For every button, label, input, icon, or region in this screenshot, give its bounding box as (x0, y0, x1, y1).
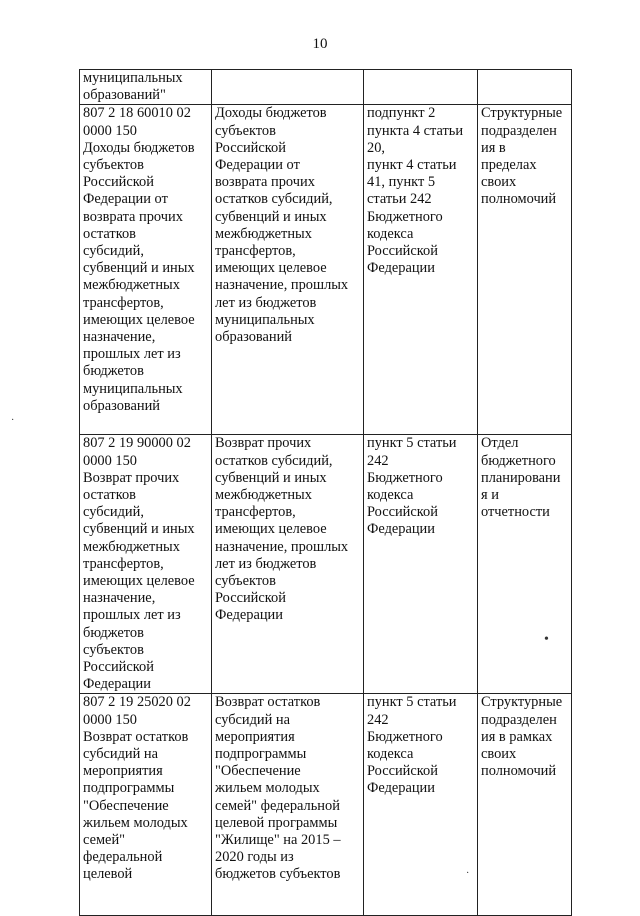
cell-line: субъектов (215, 573, 276, 590)
cell-line: назначение, прошлых (215, 277, 349, 294)
cell-line: трансфертов, (215, 243, 296, 260)
legal-basis-cell (364, 70, 478, 105)
cell-line: 242 (367, 452, 389, 469)
cell-line: субвенций и иных (83, 260, 195, 277)
cell-line: Доходы бюджетов (83, 139, 195, 156)
cell-line: бюджетов (83, 363, 144, 380)
table-row (80, 694, 572, 916)
cell-line: субсидий, (83, 504, 144, 521)
cell-line: образований (215, 329, 292, 346)
cell-line: межбюджетных (215, 487, 312, 504)
cell-line: имеющих целевое (215, 521, 327, 538)
table-row (80, 435, 572, 694)
cell-line: межбюджетных (83, 277, 180, 294)
cell-line: субвенций и иных (83, 521, 195, 538)
cell-line: субъектов (215, 122, 276, 139)
cell-line: прошлых лет из (83, 346, 181, 363)
cell-line: подпрограммы (83, 780, 175, 797)
cell-line: межбюджетных (83, 538, 180, 555)
cell-line: Федерации (367, 521, 435, 538)
revenue-name-cell (212, 435, 364, 694)
cell-line: 0000 150 (83, 452, 137, 469)
cell-line: муниципальных (83, 70, 183, 86)
cell-line: ия в (481, 139, 506, 156)
cell-line: Возврат прочих (83, 469, 180, 486)
cell-line: целевой (83, 866, 133, 883)
cell-line: трансфертов, (215, 504, 296, 521)
legal-basis-cell (364, 435, 478, 694)
cell-line: назначение, прошлых (215, 538, 349, 555)
administrator-cell (478, 105, 572, 435)
cell-line: субъектов (83, 157, 144, 174)
cell-line: Федерации (215, 607, 283, 624)
legal-basis-cell (364, 694, 478, 916)
cell-line: федеральной (83, 849, 163, 866)
cell-line: назначение, (83, 329, 156, 346)
page-number: 10 (312, 36, 328, 52)
cell-line: остатков (83, 487, 136, 504)
cell-line: 807 2 19 90000 02 (83, 435, 191, 452)
cell-line: кодекса (367, 487, 414, 504)
cell-line: Российской (367, 763, 438, 780)
cell-line: Российской (83, 659, 154, 676)
cell-line: полномочий (481, 191, 557, 208)
cell-line: назначение, (83, 590, 156, 607)
cell-line: кодекса (367, 746, 414, 763)
code-description-cell (80, 694, 212, 916)
cell-line: остатков (83, 225, 136, 242)
cell-line: имеющих целевое (215, 260, 327, 277)
cell-line: лет из бюджетов (215, 294, 317, 311)
cell-line: 0000 150 (83, 122, 137, 139)
cell-line: своих (481, 174, 517, 191)
cell-line: Российской (83, 174, 154, 191)
cell-line: 20, (367, 139, 385, 156)
cell-line: остатков субсидий, (215, 452, 333, 469)
cell-line: трансфертов, (83, 294, 164, 311)
code-description-cell (80, 70, 212, 105)
cell-line: пункт 5 статьи (367, 694, 457, 711)
cell-line: трансфертов, (83, 555, 164, 572)
cell-line: "Обеспечение (215, 763, 301, 780)
cell-line: подпункт 2 (367, 105, 436, 122)
revenue-name-cell (212, 105, 364, 435)
cell-line: жильем молодых (215, 780, 320, 797)
cell-line: Российской (215, 590, 286, 607)
cell-line: своих (481, 746, 517, 763)
cell-line: имеющих целевое (83, 573, 195, 590)
cell-line: целевой программы (215, 814, 338, 831)
cell-line: Федерации (367, 260, 435, 277)
cell-line: субсидий на (215, 711, 291, 728)
cell-line: Российской (367, 504, 438, 521)
cell-line: муниципальных (215, 311, 315, 328)
cell-line: субсидий на (83, 746, 159, 763)
administrator-cell (478, 694, 572, 916)
cell-line: планировани (481, 469, 561, 486)
cell-line: Бюджетного (367, 469, 443, 486)
cell-line: я и (481, 487, 499, 504)
cell-line: Доходы бюджетов (215, 105, 327, 122)
revenue-name-cell (212, 694, 364, 916)
cell-line: возврата прочих (83, 208, 183, 225)
cell-line: подразделен (481, 122, 557, 139)
scan-dot: • (544, 632, 549, 647)
cell-line: Структурные (481, 105, 563, 122)
administrator-cell (478, 70, 572, 105)
cell-line: Федерации (367, 780, 435, 797)
cell-line: семей" федеральной (215, 797, 340, 814)
cell-line: субвенций и иных (215, 208, 327, 225)
cell-line: бюджетного (481, 452, 556, 469)
cell-line: муниципальных (83, 380, 183, 397)
cell-line: мероприятия (83, 763, 163, 780)
revenue-name-cell (212, 70, 364, 105)
cell-line: отчетности (481, 504, 550, 521)
legal-basis-cell (364, 105, 478, 435)
cell-line: Возврат прочих (215, 435, 312, 452)
cell-line: остатков субсидий, (215, 191, 333, 208)
cell-line: Российской (367, 243, 438, 260)
cell-line: Отдел (481, 435, 519, 452)
cell-line: Возврат остатков (215, 694, 321, 711)
cell-line: 41, пункт 5 (367, 174, 436, 191)
cell-line: лет из бюджетов (215, 555, 317, 572)
cell-line: Федерации от (215, 157, 300, 174)
cell-line: субвенций и иных (215, 469, 327, 486)
cell-line: пункт 5 статьи (367, 435, 457, 452)
table-row (80, 105, 572, 435)
cell-line: ия в рамках (481, 728, 553, 745)
cell-line: Российской (215, 139, 286, 156)
cell-line: субсидий, (83, 243, 144, 260)
cell-line: кодекса (367, 225, 414, 242)
cell-line: Возврат остатков (83, 728, 189, 745)
cell-line: полномочий (481, 763, 557, 780)
cell-line: межбюджетных (215, 225, 312, 242)
cell-line: семей" (83, 832, 126, 849)
cell-line: 807 2 19 25020 02 (83, 694, 191, 711)
cell-line: Бюджетного (367, 208, 443, 225)
cell-line: образований" (83, 87, 166, 104)
cell-line: имеющих целевое (83, 311, 195, 328)
cell-line: "Обеспечение (83, 797, 169, 814)
code-description-cell (80, 435, 212, 694)
income-codes-table (79, 69, 572, 916)
cell-line: подразделен (481, 711, 557, 728)
cell-line: субъектов (83, 641, 144, 658)
table-row (80, 70, 572, 105)
cell-line: 807 2 18 60010 02 (83, 105, 191, 122)
administrator-cell (478, 435, 572, 694)
cell-line: жильем молодых (83, 814, 188, 831)
cell-line: статьи 242 (367, 191, 432, 208)
cell-line: прошлых лет из (83, 607, 181, 624)
cell-line: мероприятия (215, 728, 295, 745)
cell-line: пункт 4 статьи (367, 157, 457, 174)
cell-line: образований (83, 397, 160, 414)
cell-line: Бюджетного (367, 728, 443, 745)
scan-dot: · (466, 868, 470, 879)
scan-dot: · (11, 415, 15, 426)
cell-line: бюджетов субъектов (215, 866, 341, 883)
cell-line: пределах (481, 157, 537, 174)
cell-line: 242 (367, 711, 389, 728)
cell-line: Структурные (481, 694, 563, 711)
code-description-cell (80, 105, 212, 435)
cell-line: подпрограммы (215, 746, 307, 763)
cell-line: 2020 годы из (215, 849, 294, 866)
cell-line: 0000 150 (83, 711, 137, 728)
cell-line: "Жилище" на 2015 – (215, 832, 341, 849)
cell-line: возврата прочих (215, 174, 315, 191)
cell-line: Федерации (83, 676, 151, 693)
cell-line: пункта 4 статьи (367, 122, 464, 139)
cell-line: бюджетов (83, 624, 144, 641)
cell-line: Федерации от (83, 191, 168, 208)
